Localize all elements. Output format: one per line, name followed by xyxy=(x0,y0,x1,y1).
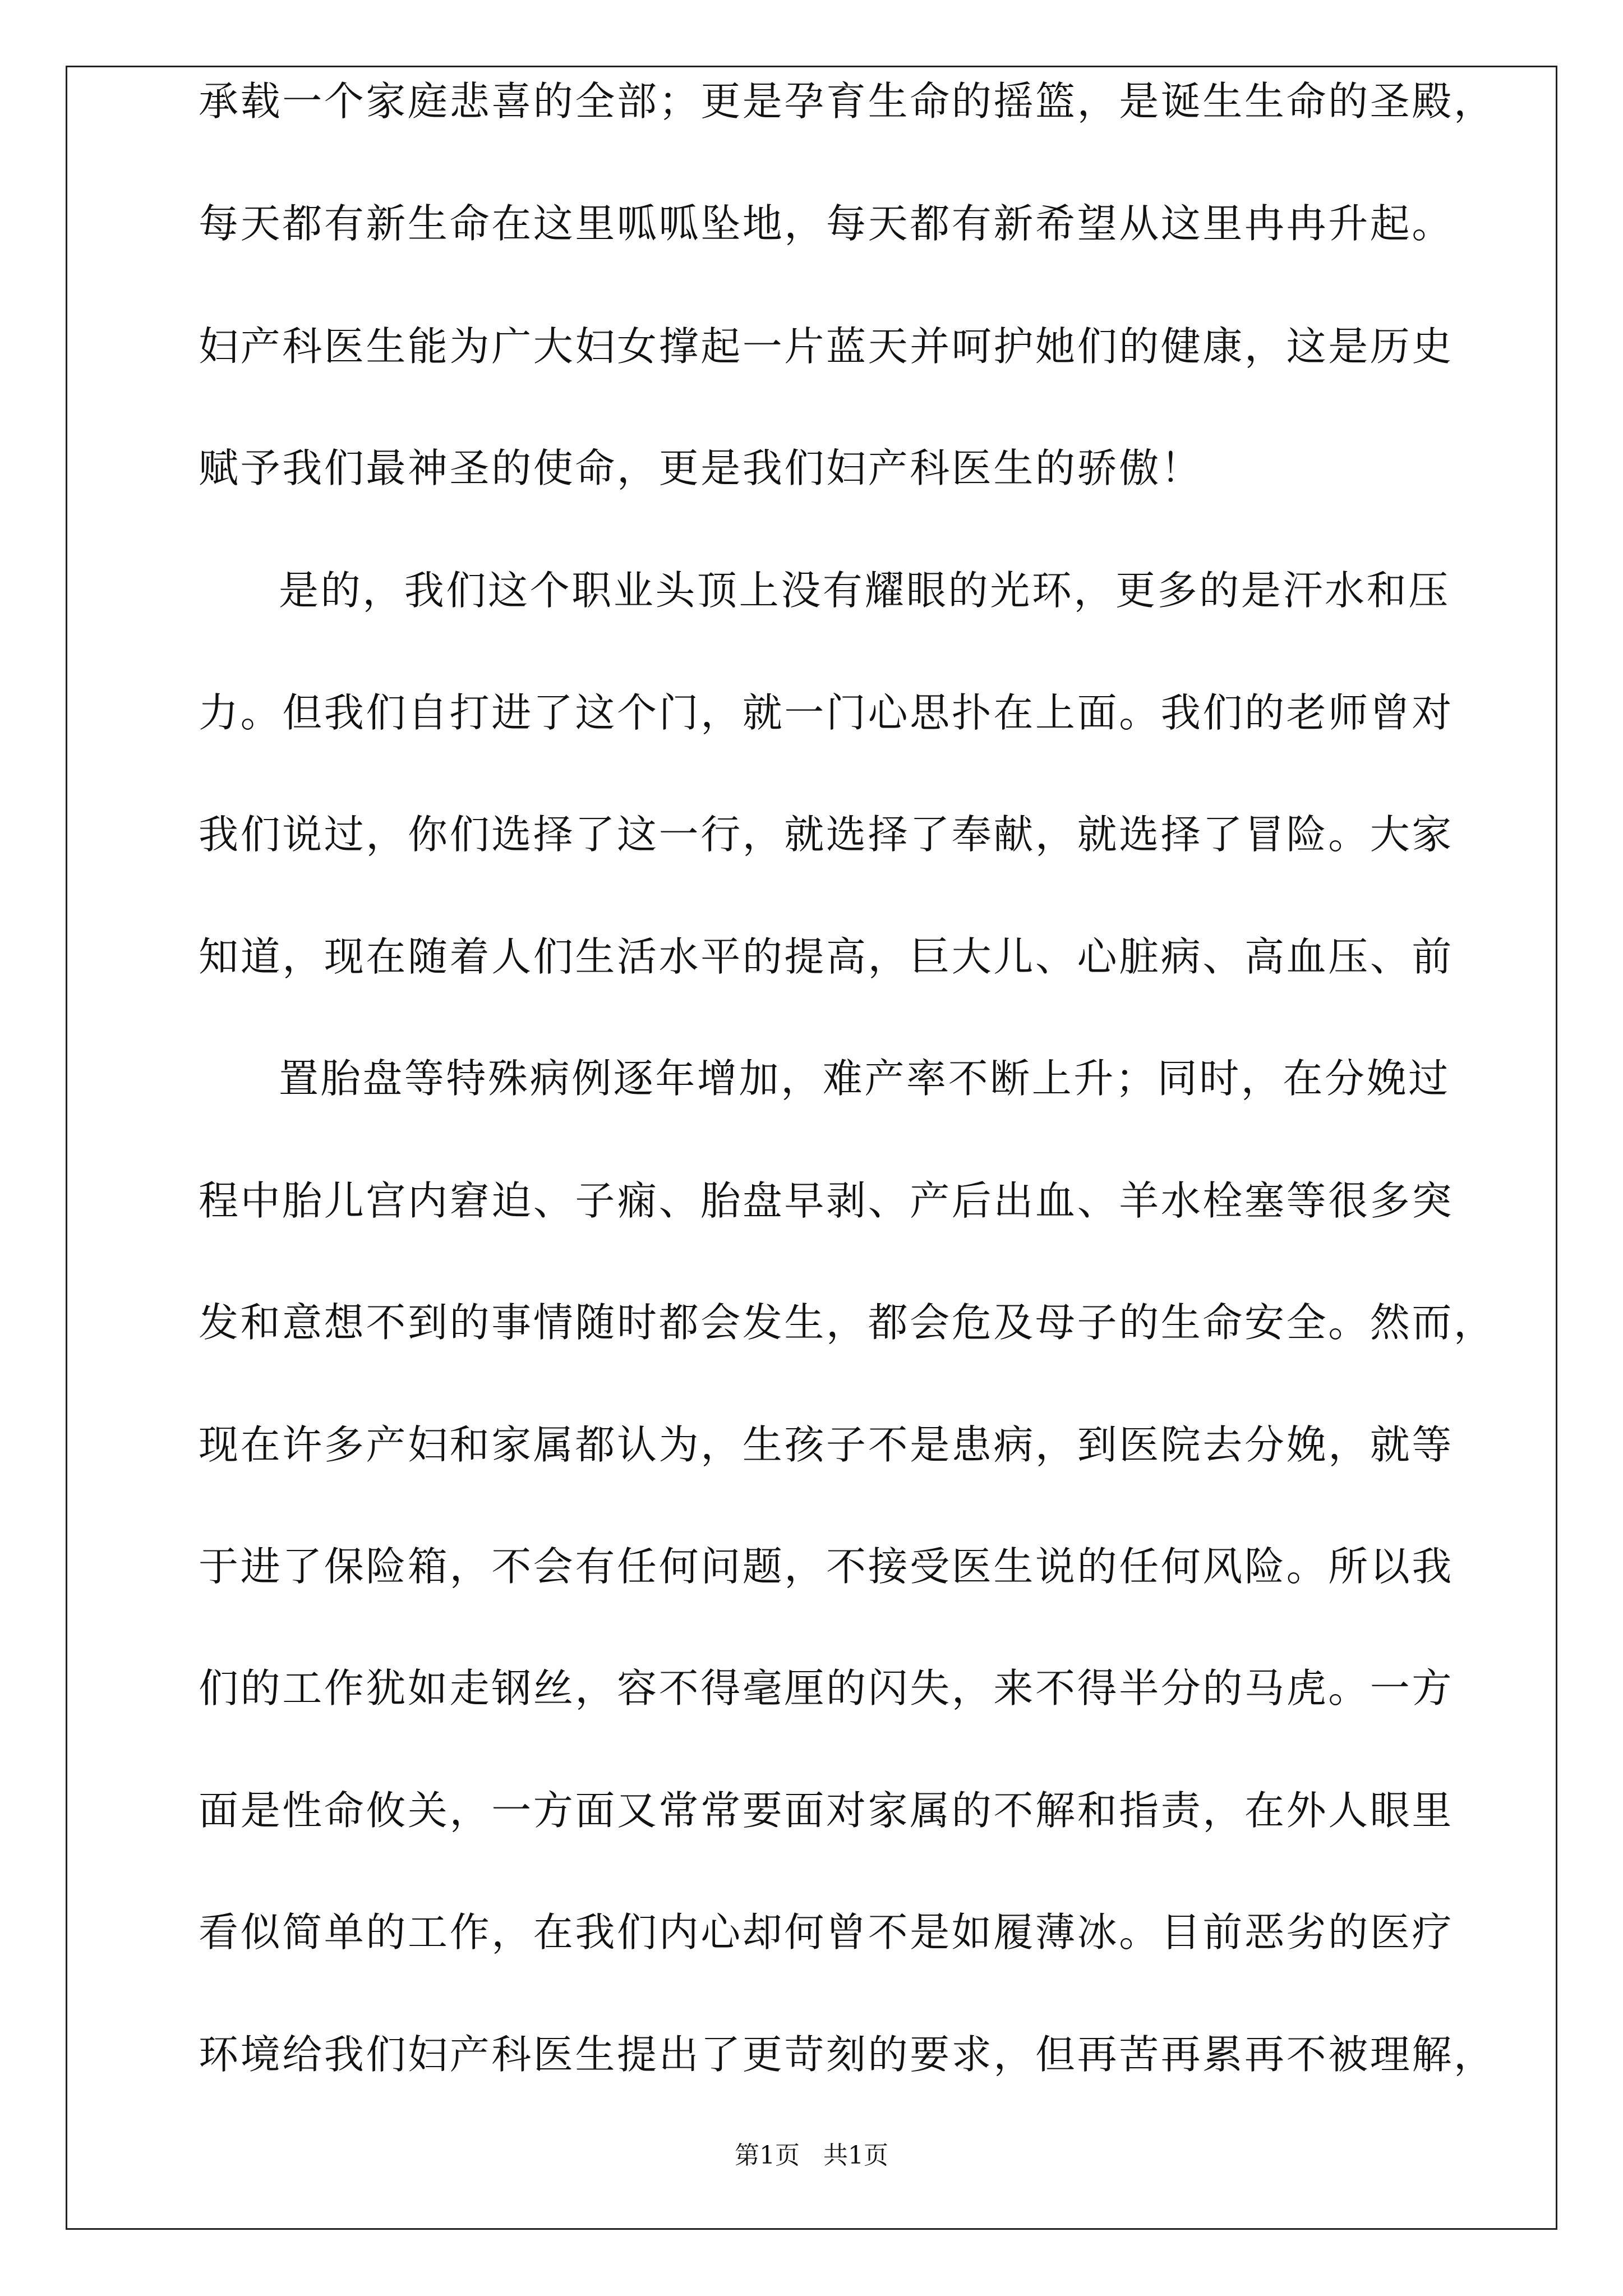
body-text-line: 妇产科医生能为广大妇女撑起一片蓝天并呵护她们的健康，这是历史 xyxy=(199,323,1454,370)
body-text-line: 发和意想不到的事情随时都会发生，都会危及母子的生命安全。然而， xyxy=(199,1299,1496,1346)
body-text-line: 现在许多产妇和家属都认为，生孩子不是患病，到医院去分娩，就等 xyxy=(199,1421,1454,1468)
page-footer: 第1页 共1页 xyxy=(735,2141,888,2170)
body-text-line: 承载一个家庭悲喜的全部；更是孕育生命的摇篮，是诞生生命的圣殿， xyxy=(199,78,1496,125)
body-text-line: 看似简单的工作，在我们内心却何曾不是如履薄冰。目前恶劣的医疗 xyxy=(199,1909,1454,1955)
body-text-line: 赋予我们最神圣的使命，更是我们妇产科医生的骄傲！ xyxy=(199,445,1203,491)
body-text-line: 我们说过，你们选择了这一行，就选择了奉献，就选择了冒险。大家 xyxy=(199,811,1454,858)
paragraph-first-line: 是的，我们这个职业头顶上没有耀眼的光环，更多的是汗水和压 xyxy=(279,567,1450,614)
body-text-line: 程中胎儿宫内窘迫、子痫、胎盘早剥、产后出血、羊水栓塞等很多突 xyxy=(199,1177,1454,1224)
body-text-line-last: 环境给我们妇产科医生提出了更苛刻的要求，但再苦再累再不被理解， xyxy=(199,2031,1496,2078)
body-text-line: 于进了保险箱，不会有任何问题，不接受医生说的任何风险。所以我 xyxy=(199,1543,1454,1590)
paragraph-first-line: 置胎盘等特殊病例逐年增加，难产率不断上升；同时，在分娩过 xyxy=(279,1055,1450,1102)
body-text-line: 每天都有新生命在这里呱呱坠地，每天都有新希望从这里冉冉升起。 xyxy=(199,200,1454,247)
body-text-line: 力。但我们自打进了这个门，就一门心思扑在上面。我们的老师曾对 xyxy=(199,689,1454,736)
body-text-line: 面是性命攸关，一方面又常常要面对家属的不解和指责，在外人眼里 xyxy=(199,1787,1454,1834)
body-text-line: 知道，现在随着人们生活水平的提高，巨大儿、心脏病、高血压、前 xyxy=(199,933,1454,980)
body-text-line: 们的工作犹如走钢丝，容不得毫厘的闪失，来不得半分的马虎。一方 xyxy=(199,1665,1454,1711)
